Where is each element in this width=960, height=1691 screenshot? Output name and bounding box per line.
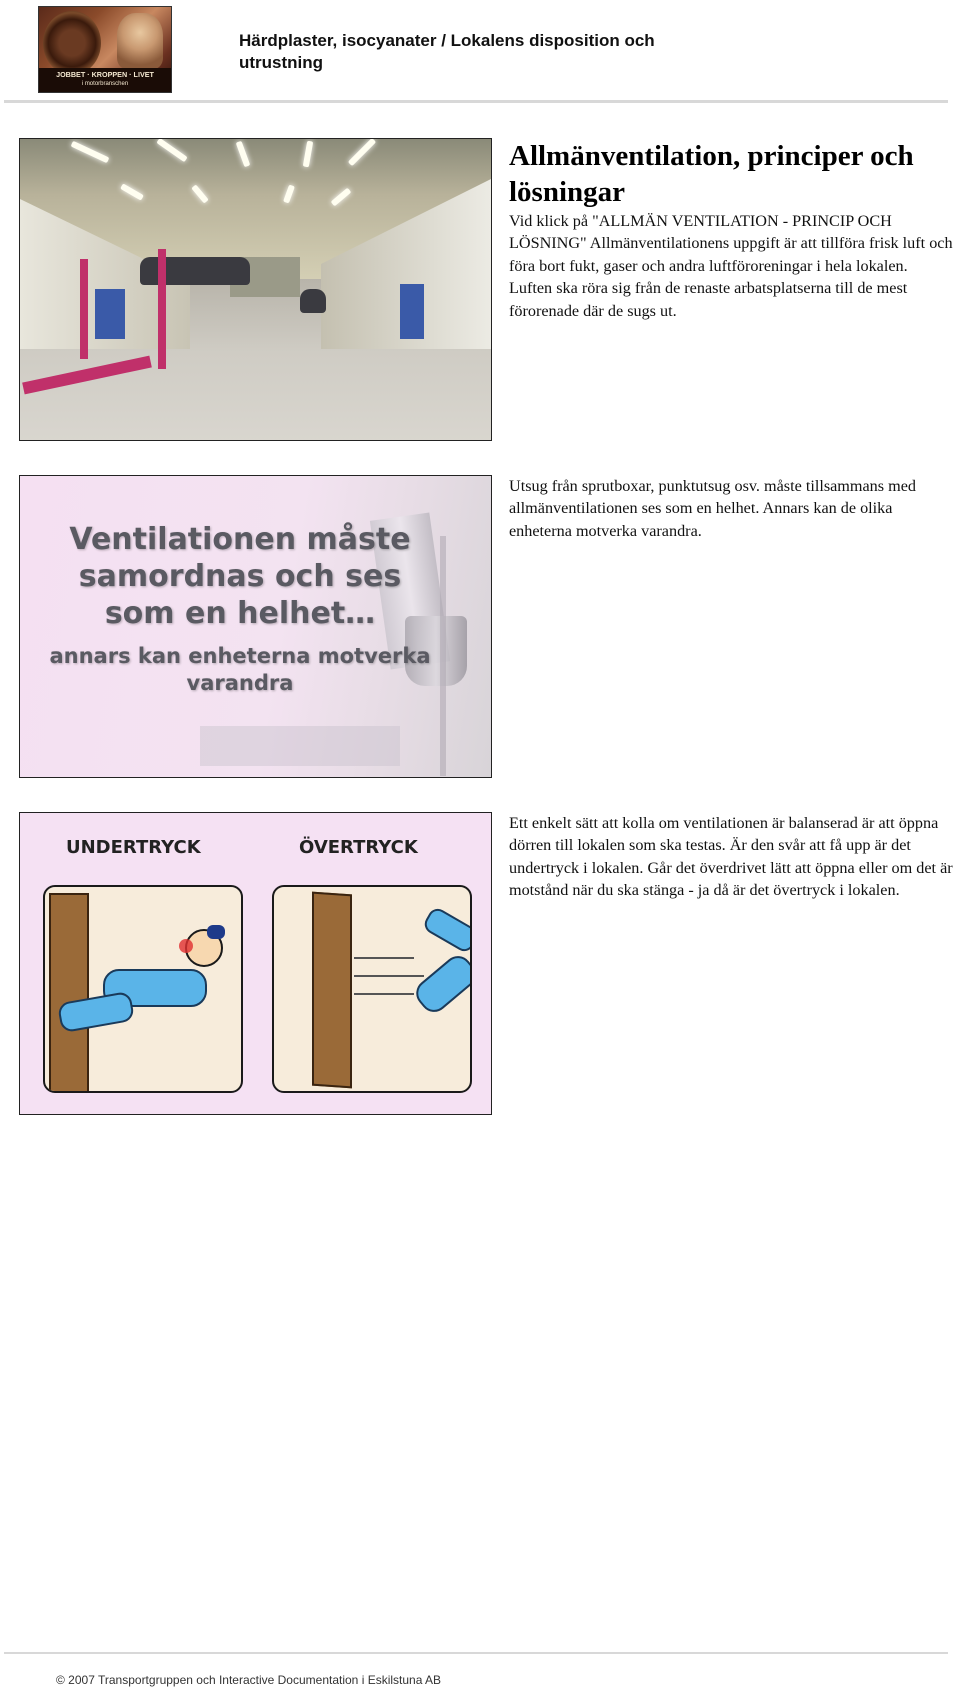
tyre-image	[43, 11, 101, 75]
door-icon	[49, 893, 89, 1093]
person-icon	[411, 950, 472, 1017]
logo-band	[39, 68, 171, 92]
slide-subtitle: annars kan enheterna motverka varandra	[49, 644, 431, 695]
section-body-2: Utsug från sprutboxar, punktutsug osv. måste tillsammans med allmänventilationen ses som en helhet. Annars kan de olika enheterna motverka varandra.	[509, 477, 916, 540]
copyright: © 2007 Transportgruppen och Interactive Documentation i Eskilstuna AB	[56, 1673, 442, 1687]
ventilation-slide	[19, 475, 492, 778]
pressure-cartoon	[19, 812, 492, 1115]
door-icon	[312, 892, 352, 1089]
undertryck-panel	[43, 885, 243, 1093]
section-heading: Allmänventilation, principer och lösningar	[509, 140, 914, 208]
section-body-1: Vid klick på "ALLMÄN VENTILATION - PRINCIP OCH LÖSNING" Allmänventilationens uppgift är att tillföra frisk luft och föra bort fukt, gaser och andra luftföroreningar i hela lokalen. Luften ska röra sig från de renaste arbatsplatserna till de mest förorenade där de sugs ut.	[509, 212, 953, 320]
workshop-photo	[19, 138, 492, 441]
header-divider	[4, 100, 948, 103]
logo-line1: JOBBET · KROPPEN · LIVET	[56, 70, 154, 79]
logo	[38, 6, 172, 93]
logo-line2: i motorbranschen	[81, 81, 129, 87]
undertryck-label: UNDERTRYCK	[66, 837, 201, 858]
overtryck-panel	[272, 885, 472, 1093]
page-title: Härdplaster, isocyanater / Lokalens disposition och utrustning	[239, 31, 655, 72]
section-body-3: Ett enkelt sätt att kolla om ventilationen är balanserad är att öppna dörren till lokalen som ska testas. Är den svår att få upp är det undertryck i lokalen. Går det överdrivet lätt att öppna eller om det är motstånd när du ska stänga - ja då är det övertryck i lokalen.	[509, 814, 953, 900]
worker-image	[117, 13, 163, 69]
slide-title: Ventilationen måste samordnas och ses som en helhet…	[69, 522, 411, 631]
footer-divider	[4, 1652, 948, 1654]
overtryck-label: ÖVERTRYCK	[299, 837, 418, 858]
